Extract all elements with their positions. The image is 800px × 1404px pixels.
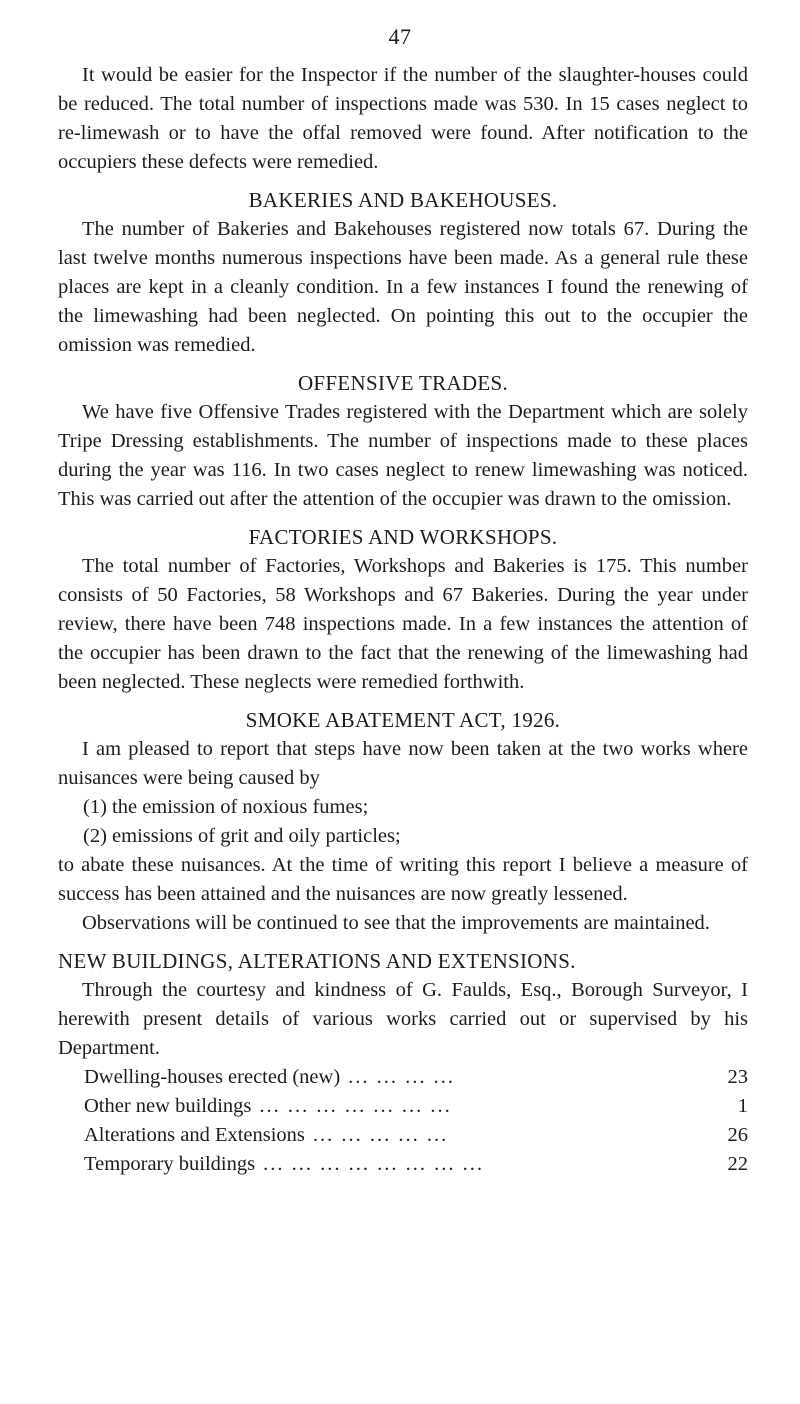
smoke-list-item-1: (1) the emission of noxious fumes;	[83, 796, 369, 818]
bakeries-paragraph: The number of Bakeries and Bakehouses registered now totals 67. During the last twelve months numerous inspections have been made. As a general rule these places are kept in a cleanly condition. In a few instances I found the renewing of the limewashing had been neglected. On pointing this out to the occupier the omission was remedied.	[58, 218, 748, 356]
works-row	[84, 1092, 748, 1121]
works-list	[58, 1063, 748, 1179]
works-count: 22	[727, 1153, 748, 1175]
works-count: 26	[727, 1124, 748, 1146]
factories-paragraph: The total number of Factories, Workshops and Bakeries is 175. This number consists of 50 Factories, 58 Workshops and 67 Bakeries. During the year under review, there have been 748 inspections made. In a few instances the attention of the occupier has been drawn to the fact that the renewing of the limewashing had been neglected. These neglects were remedied forthwith.	[58, 555, 748, 693]
works-label: Dwelling-houses erected (new)	[84, 1066, 341, 1088]
works-label: Temporary buildings	[84, 1153, 256, 1175]
page-content	[58, 61, 748, 1179]
smoke-observations-paragraph: Observations will be continued to see that the improvements are maintained.	[82, 912, 710, 934]
smoke-abatement-paragraph: to abate these nuisances. At the time of writing this report I believe a measure of success has been attained and the nuisances are now greatly lessened.	[58, 854, 748, 905]
leader-dots: ... ... ... ... ... ... ... ...	[263, 1153, 484, 1175]
new-buildings-heading: NEW BUILDINGS, ALTERATIONS AND EXTENSIONS.	[58, 949, 576, 973]
bakeries-heading: BAKERIES AND BAKEHOUSES.	[248, 188, 558, 212]
works-count: 1	[737, 1095, 748, 1117]
works-count: 23	[727, 1066, 748, 1088]
works-row	[84, 1150, 748, 1179]
page-number: 47	[388, 24, 412, 49]
leader-dots: ... ... ... ... ...	[312, 1124, 449, 1146]
works-label: Alterations and Extensions	[84, 1124, 305, 1146]
smoke-abatement-intro: I am pleased to report that steps have now been taken at the two works where nuisances were being caused by	[58, 738, 748, 789]
offensive-trades-paragraph: We have five Offensive Trades registered with the Department which are solely Tripe Dressing establishments. The number of inspections made to these places during the year was 116. In two cases neglect to renew limewashing was noticed. This was carried out after the attention of the occupier was drawn to the omission.	[58, 401, 748, 510]
smoke-list-item-2: (2) emissions of grit and oily particles;	[83, 825, 401, 847]
works-row	[84, 1063, 748, 1092]
smoke-abatement-heading: SMOKE ABATEMENT ACT, 1926.	[245, 708, 561, 732]
offensive-trades-heading: OFFENSIVE TRADES.	[297, 371, 509, 395]
works-row	[84, 1121, 748, 1150]
works-label: Other new buildings	[84, 1095, 252, 1117]
factories-heading: FACTORIES AND WORKSHOPS.	[248, 525, 558, 549]
leader-dots: ... ... ... ...	[348, 1066, 456, 1088]
slaughter-houses-paragraph: It would be easier for the Inspector if the number of the slaughter-houses could be reduced. The total number of inspections made was 530. In 15 cases neglect to re-limewash or to have the offal removed were found. After notification to the occupiers these defects were remedied.	[58, 64, 748, 173]
leader-dots: ... ... ... ... ... ... ...	[259, 1095, 452, 1117]
new-buildings-paragraph: Through the courtesy and kindness of G. Faulds, Esq., Borough Surveyor, I herewith present details of various works carried out or supervised by his Department.	[58, 979, 748, 1059]
